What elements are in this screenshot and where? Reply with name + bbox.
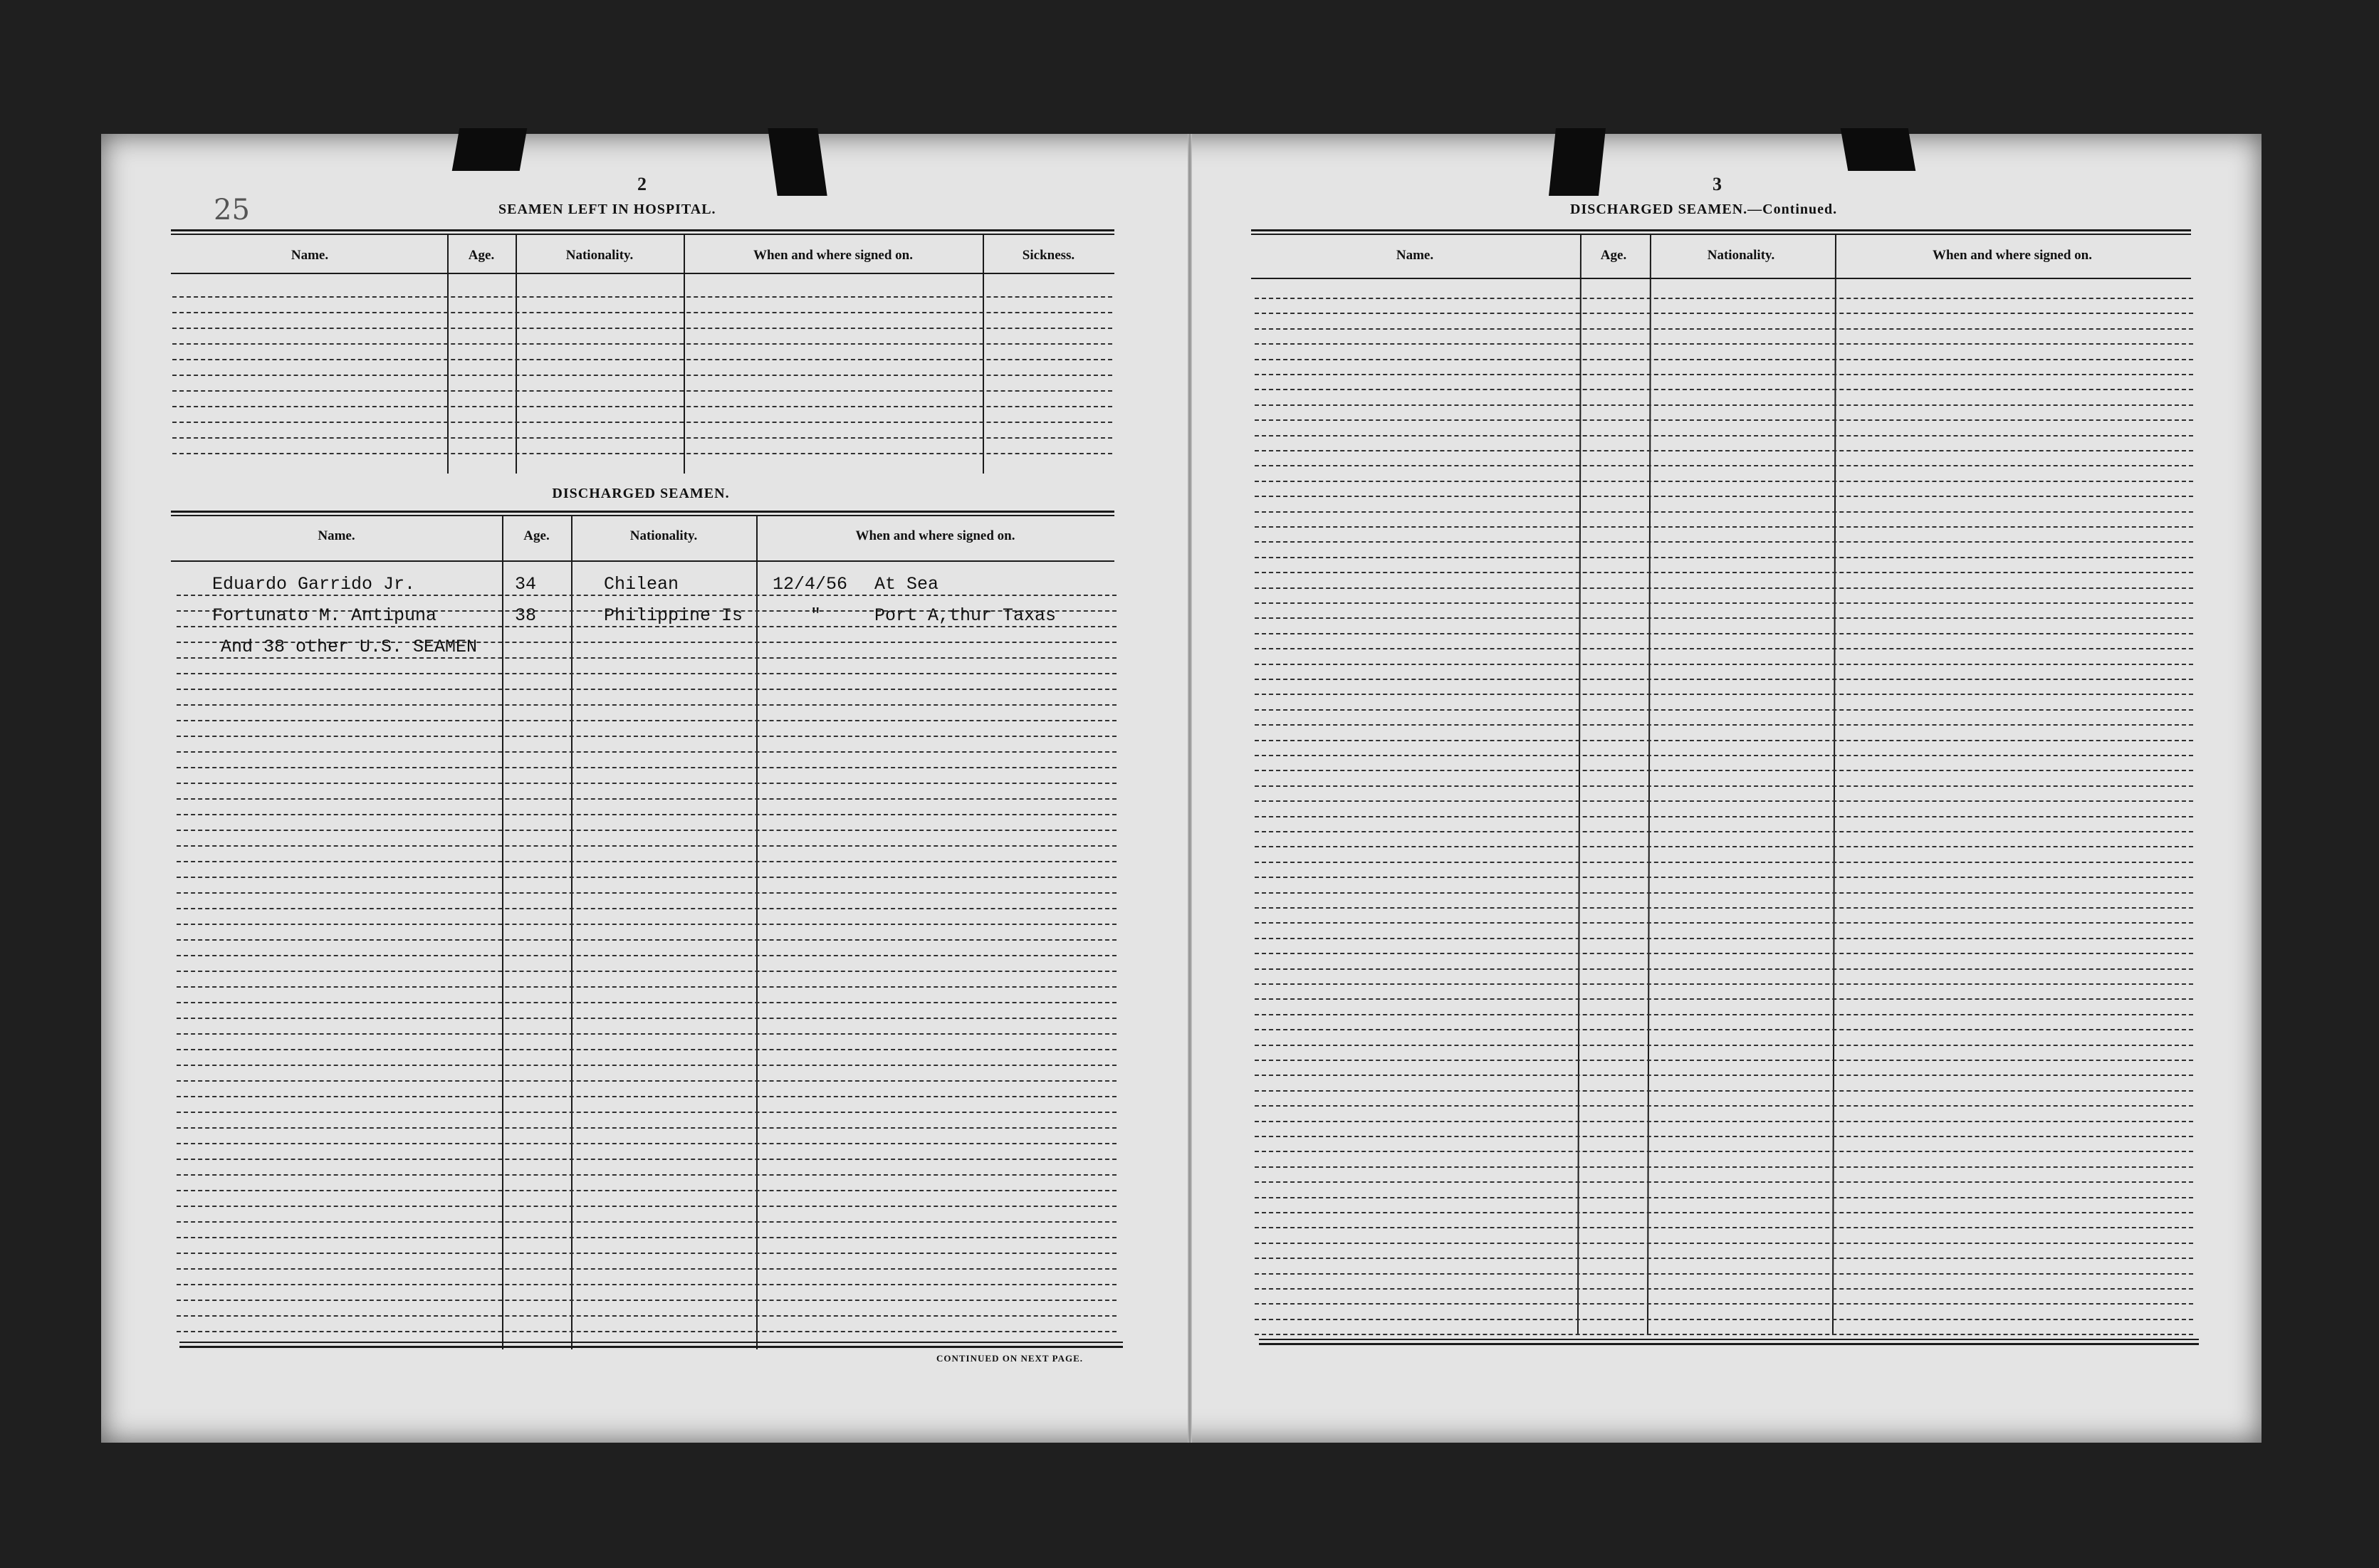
ruled-line — [177, 783, 1117, 784]
ruled-line — [1255, 1243, 2193, 1244]
ruled-line — [1255, 389, 2193, 390]
ruled-line — [177, 689, 1117, 690]
ruled-line — [172, 359, 1112, 360]
discharged-title: DISCHARGED SEAMEN. — [552, 486, 730, 501]
ruled-line — [172, 296, 1112, 298]
ruled-line — [1255, 998, 2193, 1000]
mounting-tab — [452, 128, 528, 171]
ruled-line — [1255, 1227, 2193, 1228]
ruled-line — [177, 704, 1117, 706]
ruled-line — [177, 986, 1117, 988]
ruled-line — [1255, 862, 2193, 863]
ruled-line — [1255, 679, 2193, 680]
ruled-line — [1255, 1029, 2193, 1030]
ruled-line — [177, 626, 1117, 627]
ruled-line — [177, 1159, 1117, 1160]
ruled-line — [1255, 633, 2193, 634]
ruled-line — [1255, 1334, 2193, 1335]
ruled-line — [1255, 298, 2193, 299]
right-col-nationality: Nationality. — [1707, 248, 1775, 263]
row-2-date: " — [810, 605, 822, 626]
ruled-line — [1255, 1075, 2193, 1076]
ruled-line — [177, 657, 1117, 659]
ruled-line — [177, 1190, 1117, 1191]
hospital-title: SEAMEN LEFT IN HOSPITAL. — [498, 202, 716, 217]
hospital-col-age: Age. — [468, 248, 495, 263]
ruled-line — [1255, 922, 2193, 924]
ruled-line — [177, 1065, 1117, 1066]
ruled-line — [1255, 877, 2193, 878]
hospital-col-nationality: Nationality. — [565, 248, 634, 263]
ruled-line — [172, 453, 1112, 454]
row-1-date: 12/4/56 — [773, 574, 848, 595]
row-1-nationality: Chilean — [604, 574, 679, 595]
ruled-line — [1255, 1045, 2193, 1046]
ruled-line — [177, 1237, 1117, 1238]
ruled-line — [177, 1127, 1117, 1129]
ruled-line — [1255, 816, 2193, 817]
ruled-line — [1255, 1181, 2193, 1183]
ruled-line — [177, 720, 1117, 721]
ruled-line — [1255, 1258, 2193, 1259]
ruled-line — [1255, 602, 2193, 604]
ruled-line — [1255, 785, 2193, 787]
continued-note: CONTINUED ON NEXT PAGE. — [936, 1353, 1083, 1364]
ruled-line — [177, 861, 1117, 862]
ruled-line — [177, 1253, 1117, 1254]
ruled-line — [1255, 1105, 2193, 1107]
ruled-line — [177, 1018, 1117, 1019]
ruled-line — [1255, 511, 2193, 513]
mounting-tab — [1549, 128, 1606, 196]
ruled-line — [1255, 404, 2193, 406]
ruled-line — [1255, 664, 2193, 665]
ruled-line — [177, 736, 1117, 737]
row-2-place: Port A,thur Taxas — [874, 605, 1057, 626]
page-fold — [1188, 134, 1192, 1443]
ruled-line — [1255, 648, 2193, 649]
discharged-col-age: Age. — [523, 528, 550, 543]
ruled-line — [177, 1221, 1117, 1223]
row-1-name: Eduardo Garrido Jr. — [212, 574, 416, 595]
ruled-line — [1255, 617, 2193, 619]
ruled-line — [1255, 1212, 2193, 1213]
ruled-line — [1255, 1197, 2193, 1198]
ruled-line — [177, 673, 1117, 674]
ruled-line — [1255, 770, 2193, 771]
ruled-line — [1255, 541, 2193, 543]
discharged-col-name: Name. — [318, 528, 355, 543]
ruled-line — [177, 814, 1117, 815]
ruled-line — [1255, 892, 2193, 894]
row-2-nationality: Philippine Is — [604, 605, 743, 626]
page-number-right: 3 — [1713, 174, 1722, 194]
ruled-line — [1255, 1090, 2193, 1092]
ruled-line — [177, 1284, 1117, 1285]
right-col-name: Name. — [1396, 248, 1434, 263]
ruled-line — [1255, 953, 2193, 954]
ruled-line — [172, 390, 1112, 392]
ruled-line — [1255, 755, 2193, 756]
ruled-line — [177, 1143, 1117, 1144]
ruled-line — [1255, 481, 2193, 482]
ruled-line — [177, 1300, 1117, 1301]
ruled-line — [177, 877, 1117, 878]
ruled-line — [1255, 587, 2193, 589]
right-title: DISCHARGED SEAMEN.—Continued. — [1570, 202, 1838, 217]
page-number-left: 2 — [637, 174, 647, 194]
ruled-line — [177, 767, 1117, 768]
right-top-rule-2 — [1251, 234, 2191, 235]
ruled-line — [172, 343, 1112, 345]
ruled-line — [1255, 526, 2193, 528]
ruled-line — [172, 422, 1112, 423]
right-col-signed-on: When and where signed on. — [1932, 248, 2092, 263]
ruled-line — [1255, 1303, 2193, 1305]
mounting-tab — [768, 128, 827, 196]
ruled-line — [177, 924, 1117, 925]
row-2-age: 38 — [515, 605, 537, 626]
row-1-place: At Sea — [874, 574, 939, 595]
hospital-header-rule — [171, 273, 1114, 274]
ruled-line — [177, 1174, 1117, 1176]
ruled-line — [172, 437, 1112, 439]
ruled-line — [1255, 968, 2193, 970]
ruled-line — [177, 1112, 1117, 1113]
ruled-line — [1255, 1151, 2193, 1152]
mounting-tab — [1841, 128, 1916, 171]
discharged-header-rule — [171, 560, 1114, 562]
ruled-line — [1255, 359, 2193, 360]
ruled-line — [1255, 1060, 2193, 1061]
ruled-line — [177, 1315, 1117, 1317]
ruled-line — [172, 312, 1112, 313]
right-bottom-rule-2 — [1259, 1343, 2199, 1345]
ruled-line — [172, 406, 1112, 407]
hospital-top-rule — [171, 229, 1114, 231]
document-sheet — [101, 134, 2262, 1443]
right-header-rule — [1251, 278, 2191, 279]
ruled-line — [177, 595, 1117, 596]
right-top-rule — [1251, 229, 2191, 231]
ruled-line — [1255, 1014, 2193, 1015]
ruled-line — [1255, 557, 2193, 558]
ruled-line — [177, 1002, 1117, 1003]
ruled-line — [177, 751, 1117, 753]
ruled-line — [177, 830, 1117, 831]
hospital-col-signed-on: When and where signed on. — [753, 248, 913, 263]
ruled-line — [1255, 1273, 2193, 1275]
ruled-line — [1255, 846, 2193, 847]
ruled-line — [1255, 709, 2193, 711]
ruled-line — [177, 845, 1117, 847]
ruled-line — [1255, 496, 2193, 497]
ruled-line — [172, 328, 1112, 329]
discharged-col-nationality: Nationality. — [629, 528, 698, 543]
ruled-line — [177, 1049, 1117, 1050]
right-col-age: Age. — [1600, 248, 1627, 263]
ruled-line — [1255, 313, 2193, 314]
ruled-line — [177, 1206, 1117, 1207]
row-2-name: Fortunato M. Antipuna — [212, 605, 437, 626]
ruled-line — [177, 955, 1117, 956]
ruled-line — [1255, 1136, 2193, 1137]
ruled-line — [177, 908, 1117, 909]
ruled-line — [1255, 724, 2193, 726]
ruled-line — [1255, 419, 2193, 421]
ruled-line — [1255, 1166, 2193, 1168]
ruled-line — [177, 971, 1117, 972]
ruled-line — [177, 1268, 1117, 1270]
ruled-line — [177, 1096, 1117, 1097]
hospital-col-sickness: Sickness. — [1022, 248, 1075, 263]
hospital-top-rule-2 — [171, 234, 1114, 235]
ruled-line — [1255, 831, 2193, 832]
discharged-bottom-rule-2 — [179, 1346, 1123, 1348]
ruled-line — [177, 1080, 1117, 1082]
ruled-line — [177, 892, 1117, 894]
ruled-line — [1255, 374, 2193, 375]
ruled-line — [1255, 465, 2193, 466]
ruled-line — [177, 1331, 1117, 1332]
row-1-age: 34 — [515, 574, 537, 595]
right-bottom-rule — [1259, 1339, 2199, 1340]
ruled-line — [1255, 983, 2193, 985]
ruled-line — [1255, 938, 2193, 939]
ruled-line — [1255, 1319, 2193, 1320]
ruled-line — [1255, 1288, 2193, 1290]
ruled-line — [1255, 907, 2193, 909]
ruled-line — [1255, 740, 2193, 741]
hospital-col-name: Name. — [291, 248, 329, 263]
discharged-bottom-rule — [179, 1342, 1123, 1343]
ruled-line — [177, 939, 1117, 941]
ruled-line — [172, 375, 1112, 376]
ruled-line — [1255, 800, 2193, 802]
ruled-line — [1255, 1121, 2193, 1122]
corner-mark: 25 — [214, 194, 250, 226]
ruled-line — [1255, 450, 2193, 451]
ruled-line — [177, 798, 1117, 800]
ruled-line — [1255, 572, 2193, 573]
ruled-line — [1255, 343, 2193, 345]
ruled-line — [177, 1033, 1117, 1035]
discharged-col-signed-on: When and where signed on. — [855, 528, 1015, 543]
discharged-top-rule-2 — [171, 515, 1114, 516]
ruled-line — [1255, 694, 2193, 695]
ruled-line — [1255, 435, 2193, 437]
ruled-line — [1255, 328, 2193, 330]
row-3-name: And 38 other U.S. SEAMEN — [221, 637, 478, 657]
discharged-top-rule — [171, 511, 1114, 513]
